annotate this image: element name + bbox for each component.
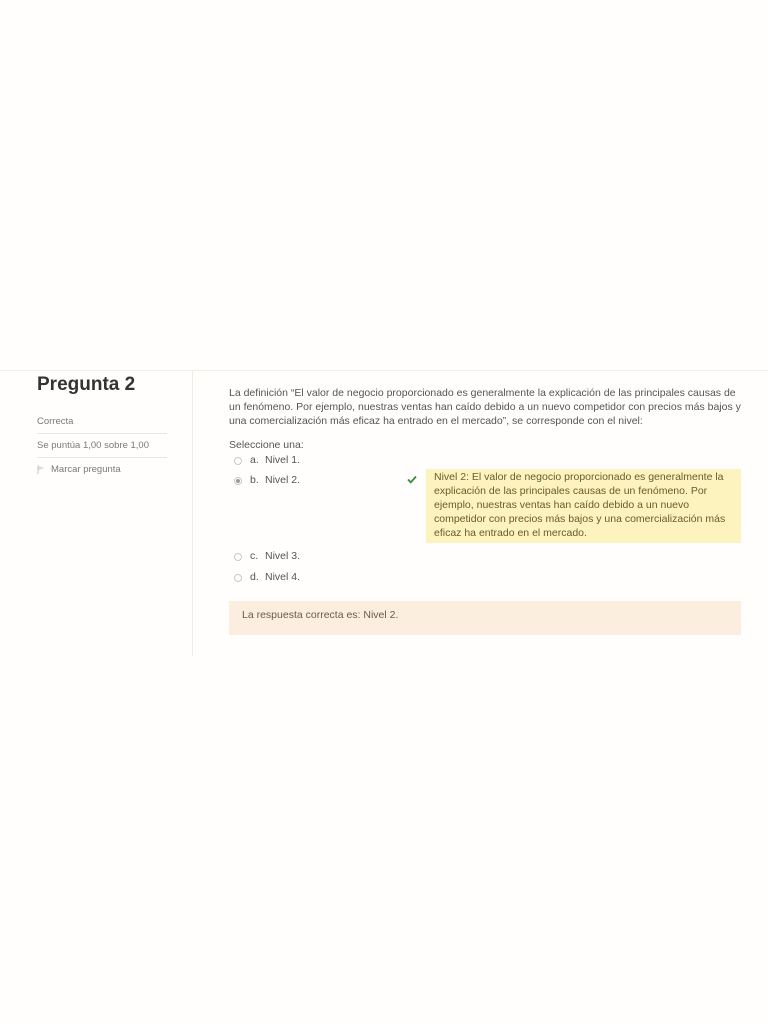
answer-option-d[interactable] — [229, 571, 741, 601]
radio-option-a[interactable] — [234, 457, 242, 465]
answer-prompt: Seleccione una: — [229, 439, 304, 451]
answer-option-c[interactable] — [229, 550, 741, 571]
option-label: Nivel 2. — [265, 474, 301, 486]
radio-option-b[interactable] — [234, 477, 242, 485]
flag-icon — [37, 465, 45, 474]
option-letter: b. — [250, 474, 259, 486]
option-label: Nivel 4. — [265, 571, 301, 583]
answer-option-b[interactable] — [229, 471, 741, 550]
option-label: Nivel 1. — [265, 454, 301, 466]
answer-list — [229, 454, 741, 601]
question-info — [37, 374, 167, 475]
option-letter: c. — [250, 550, 259, 562]
right-answer: La respuesta correcta es: Nivel 2. — [229, 601, 741, 635]
flag-question-button[interactable] — [37, 458, 167, 475]
option-letter: a. — [250, 454, 259, 466]
question-state: Correcta — [37, 412, 167, 434]
flag-question-label: Marcar pregunta — [51, 464, 121, 475]
option-feedback: Nivel 2: El valor de negocio proporcionado es generalmente la explicación de las principales causas de un fenómeno. Por ejemplo, nuestras ventas han caído debido a un nuevo competidor con precios más bajos y una comercialización más eficaz ha entrado en el mercado. — [426, 469, 741, 543]
question-title: Pregunta 2 — [37, 374, 136, 395]
checkmark-icon — [407, 475, 419, 487]
option-label: Nivel 3. — [265, 550, 301, 562]
column-divider — [192, 370, 193, 656]
question-text: La definición “El valor de negocio proporcionado es generalmente la explicación de las principales causas de un fenómeno. Por ejemplo, nuestras ventas han caído debido a un nuevo competidor con precios más bajos y una comercialización más eficaz ha entrado en el mercado”, se corresponde con el nivel: — [229, 387, 741, 427]
option-letter: d. — [250, 571, 259, 583]
page-divider-top — [0, 370, 768, 371]
question-content — [229, 386, 741, 635]
radio-option-d[interactable] — [234, 574, 242, 582]
radio-option-c[interactable] — [234, 553, 242, 561]
question-grade: Se puntúa 1,00 sobre 1,00 — [37, 434, 167, 458]
